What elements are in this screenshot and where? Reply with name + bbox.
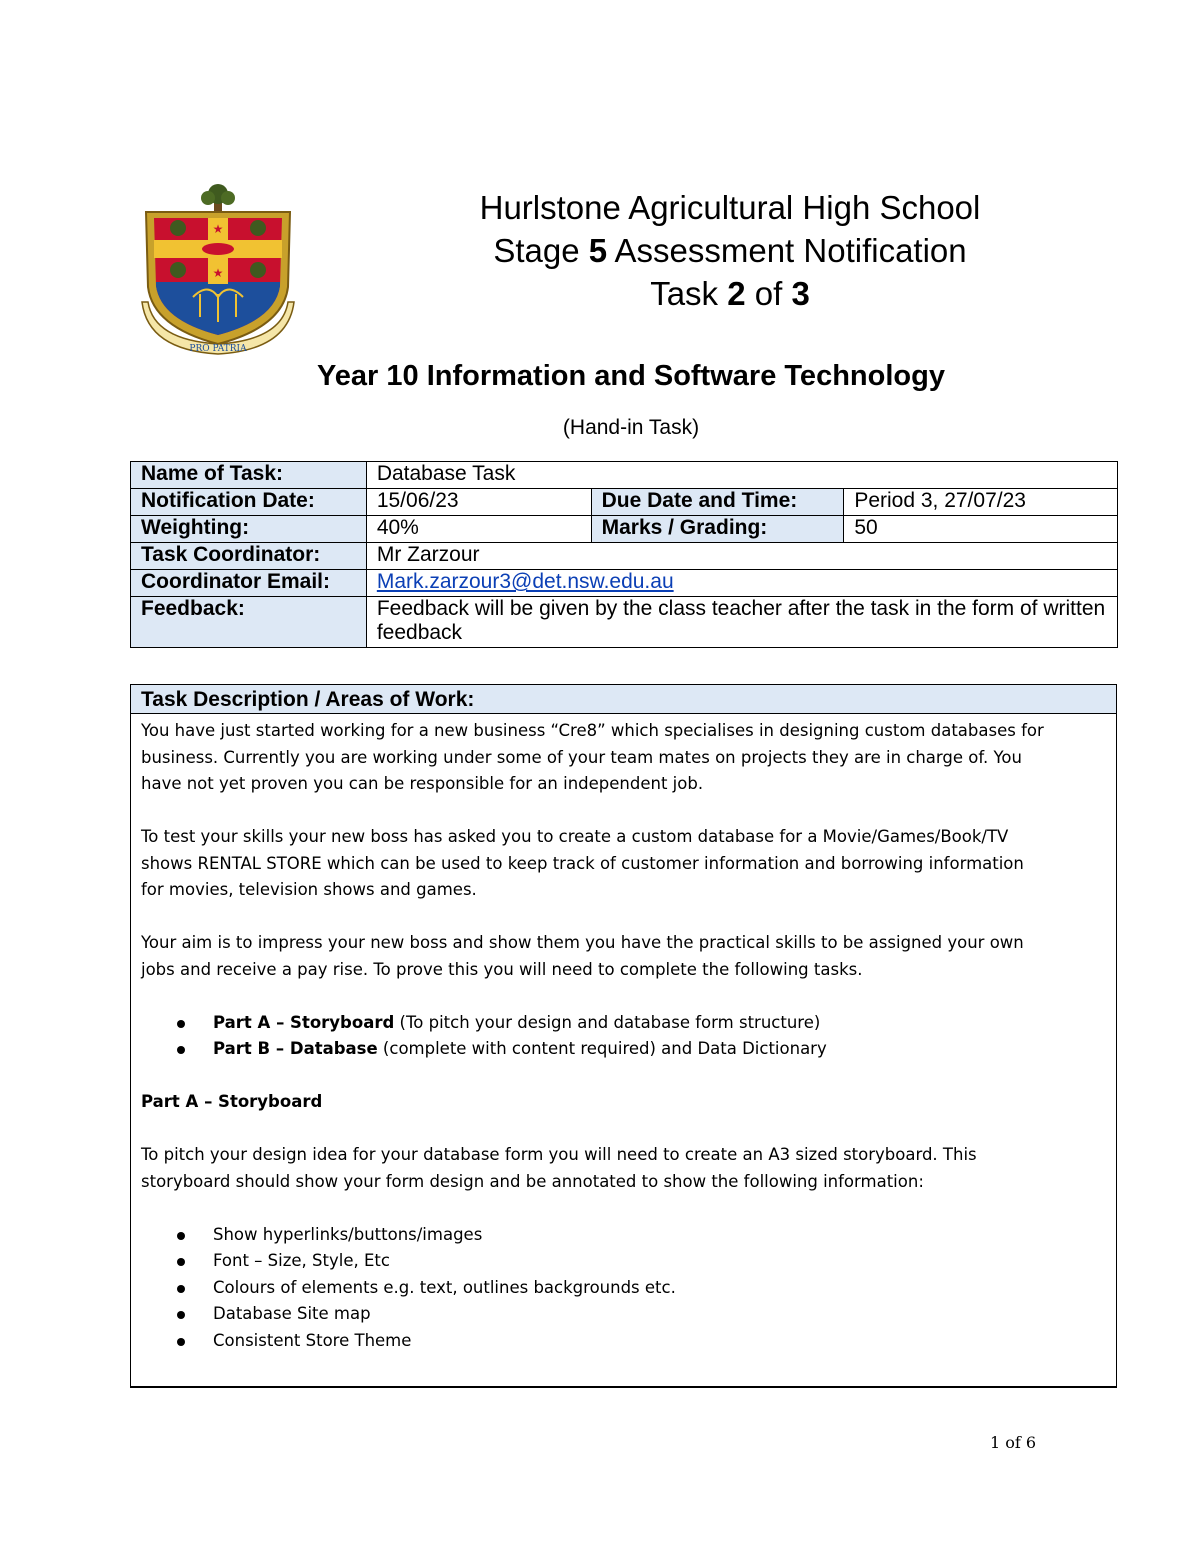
aim-line: jobs and receive a pay rise. To prove this you will need to complete the following tasks.	[141, 959, 863, 979]
test-line: for movies, television shows and games.	[141, 880, 477, 899]
list-item: Part A – Storyboard (To pitch your design and database form structure)	[141, 1010, 1104, 1037]
parts-list	[141, 1010, 1104, 1063]
coordinator-row	[131, 543, 1118, 570]
part-a-line: To pitch your design idea for your database form you will need to create an A3 sized storyboard. This	[141, 1145, 977, 1164]
coordinator-email-link[interactable]: Mark.zarzour3@det.nsw.edu.au	[376, 570, 674, 593]
task-description-heading: Task Description / Areas of Work:	[131, 685, 1116, 714]
intro-line: You have just started working for a new business “Cre8” which specialises in designing custom databases for	[141, 721, 1044, 740]
intro-line: have not yet proven you can be responsible for an independent job.	[141, 774, 704, 793]
marks-label: Marks / Grading:	[591, 516, 844, 543]
page-number: 1 of 6	[990, 1433, 1037, 1452]
marks-value: 50	[844, 516, 1118, 543]
part-a-heading: Part A – Storyboard	[141, 1092, 323, 1111]
coordinator-email-label: Coordinator Email:	[131, 570, 367, 597]
dates-row	[131, 489, 1118, 516]
part-a-line: storyboard should show your form design and be annotated to show the following information:	[141, 1171, 924, 1191]
email-row	[131, 570, 1118, 597]
task-type: (Hand-in Task)	[562, 416, 700, 439]
aim-line: Your aim is to impress your new boss and show them you have the practical skills to be assigned your own	[141, 933, 1024, 952]
notification-date-value: 15/06/23	[366, 489, 591, 516]
svg-text:★: ★	[212, 266, 224, 280]
task-description-box	[130, 684, 1117, 1388]
coordinator-label: Task Coordinator:	[131, 543, 367, 570]
list-item: Font – Size, Style, Etc	[141, 1248, 1104, 1275]
due-date-value: Period 3, 27/07/23	[844, 489, 1118, 516]
coordinator-value: Mr Zarzour	[366, 543, 1117, 570]
task-info-table	[130, 461, 1118, 648]
subject-title: Year 10 Information and Software Technology	[317, 360, 945, 392]
feedback-row	[131, 597, 1118, 648]
task-name-label: Name of Task:	[131, 462, 367, 489]
list-item: Consistent Store Theme	[141, 1328, 1104, 1355]
weighting-label: Weighting:	[131, 516, 367, 543]
list-item: Show hyperlinks/buttons/images	[141, 1222, 1104, 1249]
list-item: Database Site map	[141, 1301, 1104, 1328]
task-description-body	[131, 714, 1116, 1354]
test-line: To test your skills your new boss has asked you to create a custom database for a Movie/Games/Book/TV	[141, 827, 1009, 846]
school-crest-logo	[138, 182, 298, 357]
task-line: Task 2 of 3	[650, 275, 810, 312]
feedback-value: Feedback will be given by the class teacher after the task in the form of written feedback	[366, 597, 1117, 648]
list-item: Part B – Database (complete with content required) and Data Dictionary	[141, 1036, 1104, 1063]
due-date-label: Due Date and Time:	[591, 489, 844, 516]
school-name: Hurlstone Agricultural High School	[479, 189, 981, 226]
svg-text:★: ★	[166, 241, 182, 258]
svg-text:★: ★	[254, 241, 270, 258]
task-name-value: Database Task	[366, 462, 1117, 489]
storyboard-requirements-list	[141, 1222, 1104, 1355]
task-name-row	[131, 462, 1118, 489]
weighting-value: 40%	[366, 516, 591, 543]
stage-line: Stage 5 Assessment Notification	[493, 232, 967, 269]
notification-date-label: Notification Date:	[131, 489, 367, 516]
intro-line: business. Currently you are working under some of your team mates on projects they are in charge of. You	[141, 747, 1022, 767]
svg-text:★: ★	[212, 222, 224, 236]
weighting-row	[131, 516, 1118, 543]
crest-motto: PRO PATRIA	[189, 344, 247, 354]
feedback-label: Feedback:	[131, 597, 367, 648]
list-item: Colours of elements e.g. text, outlines backgrounds etc.	[141, 1275, 1104, 1302]
test-line: shows RENTAL STORE which can be used to keep track of customer information and borrowing information	[141, 853, 1024, 873]
document-header	[360, 186, 1100, 315]
